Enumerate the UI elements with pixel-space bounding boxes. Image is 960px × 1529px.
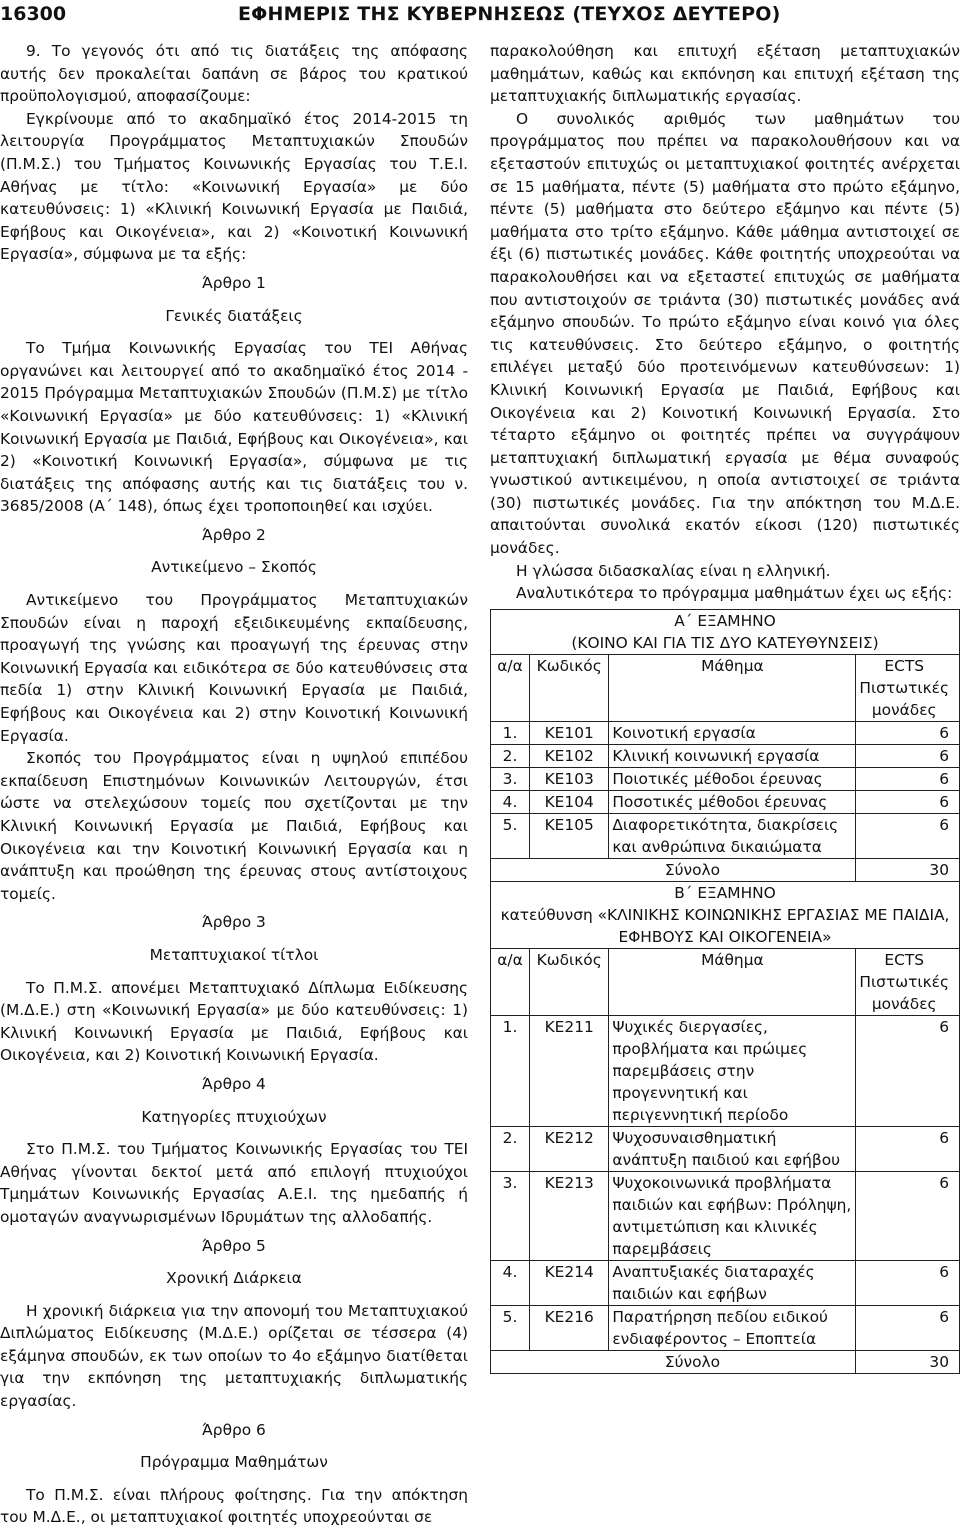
gazette-title: ΕΦΗΜΕΡΙΣ ΤΗΣ ΚΥΒΕΡΝΗΣΕΩΣ (ΤΕΥΧΟΣ ΔΕΥΤΕΡΟ) (238, 3, 781, 25)
header-ects: ECTS Πιστωτικές μονάδες (856, 654, 960, 721)
article-6-title: Πρόγραμμα Μαθημάτων (140, 1453, 328, 1472)
course-number: 1. (491, 1015, 530, 1126)
article-6-number: Άρθρο 6 (202, 1420, 266, 1439)
semester-a-total-label: Σύνολο (530, 858, 856, 881)
course-number: 5. (491, 1305, 530, 1350)
course-code: ΚΕ105 (530, 813, 609, 858)
header-code: Κωδικός (530, 654, 609, 721)
course-code: ΚΕ102 (530, 744, 609, 767)
article-4-number: Άρθρο 4 (202, 1074, 266, 1093)
course-code: ΚΕ101 (530, 721, 609, 744)
table-row (491, 813, 960, 858)
table-row (491, 721, 960, 744)
semester-a-title-line-2: (ΚΟΙΝΟ ΚΑΙ ΓΙΑ ΤΙΣ ΔΥΟ ΚΑΤΕΥΘΥΝΣΕΙΣ) (571, 633, 879, 652)
course-number: 4. (491, 1260, 530, 1305)
header-code: Κωδικός (530, 948, 609, 1015)
semester-a-header-row (491, 654, 960, 721)
course-ects: 6 (856, 1171, 960, 1260)
course-ects: 6 (856, 1260, 960, 1305)
header-course: Μάθημα (609, 654, 856, 721)
semester-b-title-line-2: κατεύθυνση «ΚΛΙΝΙΚΗΣ ΚΟΙΝΩΝΙΚΗΣ ΕΡΓΑΣΙΑΣ ΜΕ ΠΑΙΔΙΑ, ΕΦΗΒΟΥΣ ΚΑΙ ΟΙΚΟΓΕΝΕΙΑ» (500, 905, 950, 946)
course-number: 5. (491, 813, 530, 858)
article-1-text: Το Τμήμα Κοινωνικής Εργασίας του ΤΕΙ Αθήνας οργανώνει και λειτουργεί από το ακαδημαϊκό έτος 2014 - 2015 Πρόγραμμα Μεταπτυχιακών Σπουδών (Π.Μ.Σ) με τίτλο «Κοινωνική Εργασία» με δύο κατευθύνσεις: 1) «Κλινική Κοινωνική Εργασία με Παιδιά, Εφήβους και Οικογένεια», και 2) «Κοινοτική Κοινωνική Εργασία», σύμφωνα με τις διατάξεις της απόφασης αυτής και τις διατάξεις του ν. 3685/2008 (Α΄ 148), όπως έχει τροποποιηθεί και ισχύει. (0, 339, 468, 516)
course-title: Κοινοτική εργασία (609, 721, 856, 744)
intro-paragraph-1: 9. Το γεγονός ότι από τις διατάξεις της απόφασης αυτής δεν προκαλείται δαπάνη σε βάρος του κρατικού προϋπολογισμού, αποφασίζουμε: (0, 42, 468, 106)
course-code: ΚΕ211 (530, 1015, 609, 1126)
article-6-text: Το Π.Μ.Σ. είναι πλήρους φοίτησης. Για την απόκτηση του Μ.Δ.Ε., οι μεταπτυχιακοί φοιτητές υποχρεούνται σε (0, 1485, 468, 1527)
article-1-title: Γενικές διατάξεις (165, 306, 303, 325)
course-code: ΚΕ212 (530, 1126, 609, 1171)
article-5-number: Άρθρο 5 (202, 1236, 266, 1255)
course-title: Παρατήρηση πεδίου ειδικού ενδιαφέροντος – Εποπτεία (609, 1305, 856, 1350)
article-3-text: Το Π.Μ.Σ. απονέμει Μεταπτυχιακό Δίπλωμα Ειδίκευσης (Μ.Δ.Ε.) στη «Κοινωνική Εργασία» με δύο κατευθύνσεις: 1) Κλινική Κοινωνική Εργασία με Παιδιά, Εφήβους και Οικογένεια, και 2) Κοινοτική Κοινωνική Εργασία. (0, 978, 468, 1065)
course-number: 3. (491, 767, 530, 790)
article-3-number: Άρθρο 3 (202, 913, 266, 932)
semester-b-total-row (491, 1350, 960, 1373)
semester-b-title-line-1: Β΄ ΕΞΑΜΗΝΟ (674, 883, 776, 902)
table-row (491, 744, 960, 767)
page-number: 16300 (0, 3, 67, 25)
intro-paragraph-2: Εγκρίνουμε από το ακαδημαϊκό έτος 2014-2015 τη λειτουργία Προγράμματος Μεταπτυχιακών Σπουδών (Π.Μ.Σ.) του Τμήματος Κοινωνικής Εργασίας του Τ.Ε.Ι. Αθήνας με τίτλο: «Κοινωνική Εργασία» με δύο κατευθύνσεις: 1) «Κλινική Κοινωνική Εργασία με Παιδιά, Εφήβους και Οικογένεια», και 2) «Κοινοτική Κοινωνική Εργασία», σύμφωνα με τα εξής: (0, 109, 468, 264)
course-ects: 6 (856, 813, 960, 858)
course-code: ΚΕ104 (530, 790, 609, 813)
semester-b-header-row (491, 948, 960, 1015)
header-course: Μάθημα (609, 948, 856, 1015)
article-2-text-1: Αντικείμενο του Προγράμματος Μεταπτυχιακών Σπουδών είναι η παροχή εξειδικευμένης εκπαίδευσης, προαγωγή της γνώσης και προαγωγή της έρευνας στην Κοινωνική Εργασία και ειδικότερα σε δύο κατευθύνσεις στα πεδία 1) στην Κλινική Κοινωνική Εργασία με Παιδιά, Εφήβους και Οικογένεια και 2) στην Κοινοτική Κοινωνική Εργασία. (0, 591, 468, 745)
course-title: Ψυχικές διεργασίες, προβλήματα και πρώιμες παρεμβάσεις στην προγεννητική και περιγεννητική περίοδο (609, 1015, 856, 1126)
semester-a-title (491, 609, 960, 654)
page-header (0, 0, 960, 34)
table-row (491, 1260, 960, 1305)
header-aa: α/α (491, 948, 530, 1015)
program-paragraph: Ο συνολικός αριθμός των μαθημάτων του προγράμματος που πρέπει να παρακολουθήσουν και να εξεταστούν επιτυχώς οι μεταπτυχιακοί φοιτητές ανέρχεται σε 15 μαθήματα, πέντε (5) μαθήματα στο πρώτο εξάμηνο, πέντε (5) μαθήματα στο δεύτερο εξάμηνο και πέντε (5) μαθήματα στο τρίτο εξάμηνο. Κάθε μάθημα αντιστοιχεί σε έξι (6) πιστωτικές μονάδες. Κάθε φοιτητής υποχρεούται να παρακολουθήσει και να εξεταστεί επιτυχώς σε μαθήματα που αντιστοιχούν σε τριάντα (30) πιστωτικές μονάδες ανά εξάμηνο σπουδών. Το πρώτο εξάμηνο είναι κοινό για όλες τις κατευθύνσεις. Στο δεύτερο εξάμηνο, ο φοιτητής επιλέγει μεταξύ δύο προτεινόμενων κατευθύνσεων: 1) Κλινική Κοινωνική Εργασία με Παιδιά, Εφήβους και Οικογένεια και 2) Κοινοτική Κοινωνική Εργασία. Στο τέταρτο εξάμηνο οι φοιτητές πρέπει να συγγράψουν μεταπτυχιακή διπλωματική εργασία με θέμα συναφούς γνωστικού αντικειμένου, η οποία αντιστοιχεί σε τριάντα (30) πιστωτικές μονάδες. Για την απόκτηση του Μ.Δ.Ε. απαιτούνται συνολικά εκατόν είκοσι (120) πιστωτικές μονάδες. (490, 109, 960, 558)
header-ects: ECTS Πιστωτικές μονάδες (856, 948, 960, 1015)
article-4-title: Κατηγορίες πτυχιούχων (141, 1107, 327, 1126)
course-number: 2. (491, 744, 530, 767)
header-aa: α/α (491, 654, 530, 721)
left-column (0, 40, 468, 1529)
course-code: ΚΕ214 (530, 1260, 609, 1305)
language-paragraph: Η γλώσσα διδασκαλίας είναι η ελληνική. (516, 561, 831, 580)
course-title: Ποιοτικές μέθοδοι έρευνας (609, 767, 856, 790)
course-title: Διαφορετικότητα, διακρίσεις και ανθρώπινα δικαιώματα (609, 813, 856, 858)
course-ects: 6 (856, 744, 960, 767)
article-5-title: Χρονική Διάρκεια (166, 1269, 302, 1288)
table-row (491, 767, 960, 790)
course-number: 3. (491, 1171, 530, 1260)
semester-b-body (491, 1015, 960, 1350)
table-row (491, 790, 960, 813)
table-row (491, 1305, 960, 1350)
course-number: 1. (491, 721, 530, 744)
semester-a-total-row (491, 858, 960, 881)
right-column (490, 40, 960, 1374)
article-2-title: Αντικείμενο – Σκοπός (151, 558, 317, 577)
article-3-title: Μεταπτυχιακοί τίτλοι (149, 945, 319, 964)
course-code: ΚΕ103 (530, 767, 609, 790)
course-number: 4. (491, 790, 530, 813)
article-1-number: Άρθρο 1 (202, 273, 266, 292)
course-ects: 6 (856, 790, 960, 813)
course-title: Ψυχοσυναισθηματική ανάπτυξη παιδιού και εφήβου (609, 1126, 856, 1171)
semester-a-title-line-1: Α΄ ΕΞΑΜΗΝΟ (674, 611, 776, 630)
course-code: ΚΕ213 (530, 1171, 609, 1260)
schedule-intro: Αναλυτικότερα το πρόγραμμα μαθημάτων έχει ως εξής: (516, 584, 953, 603)
semester-a-body (491, 721, 960, 858)
course-title: Ποσοτικές μέθοδοι έρευνας (609, 790, 856, 813)
course-code: ΚΕ216 (530, 1305, 609, 1350)
semester-b-title (491, 881, 960, 948)
course-ects: 6 (856, 721, 960, 744)
table-row (491, 1015, 960, 1126)
article-4-text: Στο Π.Μ.Σ. του Τμήματος Κοινωνικής Εργασίας του ΤΕΙ Αθήνας γίνονται δεκτοί μετά από επιλογή πτυχιούχοι Τμημάτων Κοινωνικής Εργασίας Α.Ε.Ι. της ημεδαπής ή ομοταγών αναγνωρισμένων Ιδρυμάτων της αλλοδαπής. (0, 1140, 468, 1226)
table-row (491, 1171, 960, 1260)
article-2-number: Άρθρο 2 (202, 525, 266, 544)
continued-text: παρακολούθηση και επιτυχή εξέταση μεταπτυχιακών μαθημάτων, καθώς και εκπόνηση και επιτυχή εξέταση της μεταπτυχιακής διπλωματικής εργασίας. (490, 42, 960, 106)
course-ects: 6 (856, 767, 960, 790)
course-title: Ψυχοκοινωνικά προβλήματα παιδιών και εφήβων: Πρόληψη, αντιμετώπιση και κλινικές παρεμβάσεις (609, 1171, 856, 1260)
article-2-text-2: Σκοπός του Προγράμματος είναι η υψηλού επιπέδου εκπαίδευση Επιστημόνων Κοινωνικών Λειτουργών, έτσι ώστε να στελεχώσουν τομείς που σχετίζονται με την Κλινική Κοινωνική Εργασία με Παιδιά, Εφήβους και Οικογένεια και την Κοινοτική Κοινωνική Εργασία και η ανάπτυξη και προώθηση της έρευνας στους αντίστοιχους τομείς. (0, 749, 468, 903)
course-ects: 6 (856, 1015, 960, 1126)
total-spacer (491, 858, 530, 881)
course-title: Κλινική κοινωνική εργασία (609, 744, 856, 767)
course-ects: 6 (856, 1126, 960, 1171)
table-row (491, 1126, 960, 1171)
semester-b-total: 30 (856, 1350, 960, 1373)
course-table (490, 609, 960, 1374)
semester-b-total-label: Σύνολο (530, 1350, 856, 1373)
article-5-text: Η χρονική διάρκεια για την απονομή του Μεταπτυχιακού Διπλώματος Ειδίκευσης (Μ.Δ.Ε.) ορίζεται σε τέσσερα (4) εξάμηνα σπουδών, εκ των οποίων το 4ο εξάμηνο διατίθεται για την εκπόνηση της μεταπτυχιακής διπλωματικής εργασίας. (0, 1301, 468, 1411)
course-number: 2. (491, 1126, 530, 1171)
total-spacer (491, 1350, 530, 1373)
course-ects: 6 (856, 1305, 960, 1350)
course-title: Αναπτυξιακές διαταραχές παιδιών και εφήβων (609, 1260, 856, 1305)
semester-a-total: 30 (856, 858, 960, 881)
